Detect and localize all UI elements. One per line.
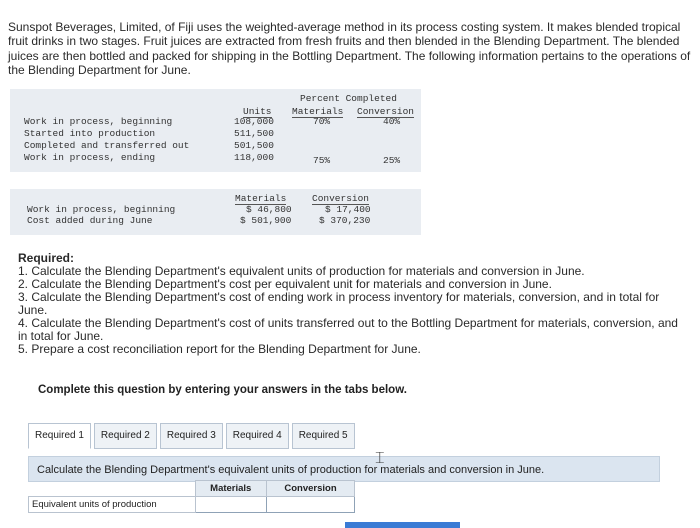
units-value: 501,500 [234,140,274,151]
materials-eu-input[interactable] [195,497,267,513]
row-label: Work in process, beginning [27,204,176,215]
required-item: 3. Calculate the Blending Department's cost of ending work in process inventory for materials, conversion, and in total for June. [18,290,660,317]
conversion-eu-input[interactable] [267,497,355,513]
required-item: 4. Calculate the Blending Department's cost of units transferred out to the Bottling Department for materials, conversion, and in total for June. [18,316,678,343]
required-item: 2. Calculate the Blending Department's cost per equivalent unit for materials and conversion in June. [18,277,552,291]
required-item: 5. Prepare a cost reconciliation report for the Blending Department for June. [18,342,421,356]
next-button[interactable] [345,522,460,528]
row-label: Started into production [24,128,156,139]
tab-required-5[interactable]: Required 5 [292,423,355,449]
materials-pct-value: 75% [313,155,331,166]
conversion-cost-value: $ 370,230 [319,215,371,226]
row-label: Work in process, ending [24,152,156,163]
problem-intro: Sunspot Beverages, Limited, of Fiji uses the weighted-average method in its process costing system. It makes blended tropical fruit drinks in two stages. Fruit juices are extracted from fresh fruits and then blended in the Blending Department. The blended juices are then bottled and packed for shipping in the Bottling Department. The following information pertains to the operations of the Blending Department for June. [8,20,691,77]
materials-cost-value: $ 46,800 [246,204,292,215]
conversion-pct-header: Conversion [357,106,415,117]
materials-pct-value: 70% [313,116,331,127]
question-prompt: Calculate the Blending Department's equivalent units of production for materials and conversion in June. [28,456,660,482]
units-data-panel [10,89,421,172]
required-section [18,252,688,356]
blank-header-cell [29,481,196,497]
percent-completed-header: Percent Completed [300,93,397,104]
row-label: Completed and transferred out [24,140,190,151]
materials-cost-value: $ 501,900 [240,215,292,226]
required-heading: Required: [18,251,75,265]
row-label: Work in process, beginning [24,116,173,127]
units-value: 118,000 [234,152,274,163]
units-header: Units [243,106,272,117]
complete-instruction: Complete this question by entering your answers in the tabs below. [38,384,407,396]
materials-cost-header: Materials [235,193,287,204]
conversion-pct-value: 25% [383,155,401,166]
tab-required-2[interactable]: Required 2 [94,423,157,449]
tab-required-3[interactable]: Required 3 [160,423,223,449]
answer-table [28,480,355,513]
materials-pct-header: Materials [292,106,344,117]
materials-column-header: Materials [195,481,267,497]
tab-required-1[interactable]: Required 1 [28,423,91,449]
conversion-column-header: Conversion [267,481,355,497]
conversion-pct-value: 40% [383,116,401,127]
answer-row-label: Equivalent units of production [29,497,196,513]
cost-data-panel [10,189,421,235]
tab-required-4[interactable]: Required 4 [226,423,289,449]
required-tabs [28,423,355,449]
units-value: 108,000 [234,116,274,127]
text-cursor-icon: ⌶ [375,450,385,467]
conversion-cost-header: Conversion [312,193,370,204]
units-value: 511,500 [234,128,274,139]
required-item: 1. Calculate the Blending Department's equivalent units of production for materials and conversion in June. [18,264,585,278]
row-label: Cost added during June [27,215,153,226]
conversion-cost-value: $ 17,400 [325,204,371,215]
